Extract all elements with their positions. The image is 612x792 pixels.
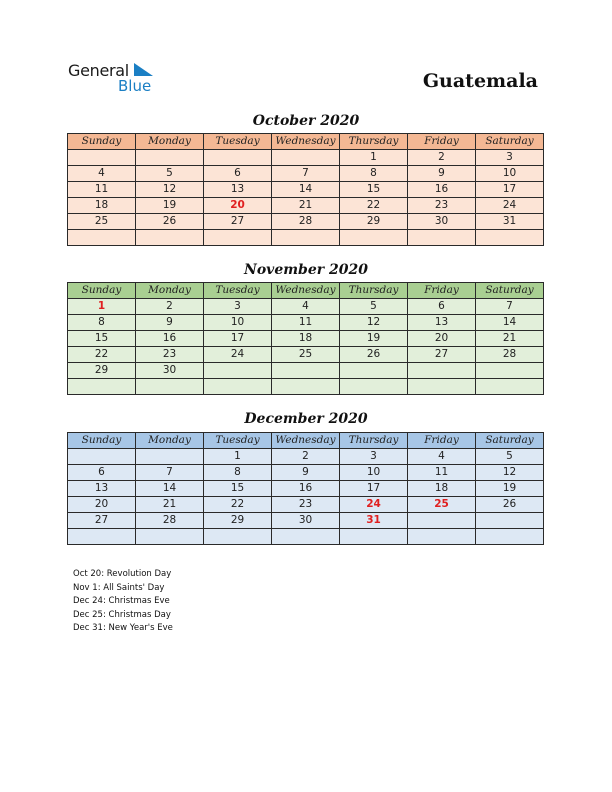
day-cell: 3: [204, 299, 272, 315]
country-title: Guatemala: [422, 70, 538, 92]
day-cell: 31: [340, 513, 408, 529]
week-row: [68, 150, 544, 166]
week-row: [68, 214, 544, 230]
week-row: [68, 198, 544, 214]
weekday-header: Tuesday: [204, 283, 272, 299]
day-cell: 15: [68, 331, 136, 347]
calendar-december: [67, 432, 544, 545]
day-cell: 28: [476, 347, 544, 363]
day-cell: [136, 529, 204, 545]
day-cell: 23: [136, 347, 204, 363]
day-cell: 24: [340, 497, 408, 513]
day-cell: 9: [136, 315, 204, 331]
logo-triangle-icon: [134, 63, 154, 77]
weekday-header: Saturday: [476, 283, 544, 299]
day-cell: 2: [408, 150, 476, 166]
weekday-header: Wednesday: [272, 433, 340, 449]
day-cell: 19: [136, 198, 204, 214]
day-cell: [204, 363, 272, 379]
weekday-header: Saturday: [476, 134, 544, 150]
holiday-note: Dec 25: Christmas Day: [73, 609, 171, 620]
day-cell: 6: [204, 166, 272, 182]
weekday-header-row: [68, 134, 544, 150]
day-cell: 18: [408, 481, 476, 497]
day-cell: 18: [272, 331, 340, 347]
day-cell: 7: [272, 166, 340, 182]
day-cell: [476, 230, 544, 246]
day-cell: [204, 379, 272, 395]
day-cell: 4: [68, 166, 136, 182]
holiday-note: Oct 20: Revolution Day: [73, 569, 172, 579]
day-cell: 12: [136, 182, 204, 198]
day-cell: 12: [476, 465, 544, 481]
day-cell: 1: [204, 449, 272, 465]
day-cell: 29: [68, 363, 136, 379]
holiday-note: Nov 1: All Saints' Day: [73, 582, 165, 593]
day-cell: [272, 230, 340, 246]
week-row: [68, 347, 544, 363]
day-cell: 28: [136, 513, 204, 529]
holiday-note: Dec 31: New Year's Eve: [73, 623, 173, 634]
week-row: [68, 513, 544, 529]
day-cell: [68, 150, 136, 166]
day-cell: [408, 529, 476, 545]
weekday-header: Sunday: [68, 433, 136, 449]
day-cell: [136, 449, 204, 465]
day-cell: 22: [68, 347, 136, 363]
weekday-header: Wednesday: [272, 134, 340, 150]
day-cell: 2: [136, 299, 204, 315]
day-cell: 8: [68, 315, 136, 331]
day-cell: 1: [340, 150, 408, 166]
day-cell: 17: [476, 182, 544, 198]
weekday-header: Monday: [136, 433, 204, 449]
day-cell: 3: [476, 150, 544, 166]
day-cell: 26: [476, 497, 544, 513]
day-cell: 12: [340, 315, 408, 331]
day-cell: 8: [204, 465, 272, 481]
day-cell: 19: [476, 481, 544, 497]
day-cell: [272, 529, 340, 545]
day-cell: [408, 513, 476, 529]
weekday-header: Monday: [136, 134, 204, 150]
weekday-header: Sunday: [68, 134, 136, 150]
week-row: [68, 379, 544, 395]
day-cell: 27: [204, 214, 272, 230]
weekday-header: Thursday: [340, 433, 408, 449]
weekday-header: Wednesday: [272, 283, 340, 299]
day-cell: [68, 449, 136, 465]
day-cell: [476, 379, 544, 395]
day-cell: 27: [68, 513, 136, 529]
day-cell: [340, 363, 408, 379]
day-cell: [272, 379, 340, 395]
day-cell: [204, 150, 272, 166]
calendar-october: [67, 133, 544, 246]
day-cell: 10: [476, 166, 544, 182]
day-cell: 14: [272, 182, 340, 198]
week-row: [68, 481, 544, 497]
day-cell: 26: [136, 214, 204, 230]
day-cell: 7: [136, 465, 204, 481]
day-cell: [476, 363, 544, 379]
day-cell: [136, 379, 204, 395]
month-title-october: October 2020: [252, 113, 360, 129]
day-cell: 17: [340, 481, 408, 497]
day-cell: [136, 150, 204, 166]
day-cell: 30: [408, 214, 476, 230]
day-cell: 27: [408, 347, 476, 363]
day-cell: 6: [68, 465, 136, 481]
week-row: [68, 529, 544, 545]
day-cell: 16: [272, 481, 340, 497]
day-cell: 15: [204, 481, 272, 497]
week-row: [68, 449, 544, 465]
day-cell: 25: [272, 347, 340, 363]
day-cell: [68, 379, 136, 395]
day-cell: 21: [272, 198, 340, 214]
day-cell: [340, 230, 408, 246]
day-cell: [204, 529, 272, 545]
day-cell: 17: [204, 331, 272, 347]
day-cell: 23: [272, 497, 340, 513]
holiday-notes: [73, 568, 173, 636]
day-cell: 28: [272, 214, 340, 230]
week-row: [68, 363, 544, 379]
day-cell: 22: [340, 198, 408, 214]
week-row: [68, 299, 544, 315]
day-cell: 3: [340, 449, 408, 465]
weekday-header: Monday: [136, 283, 204, 299]
month-title-december: December 2020: [244, 411, 368, 427]
day-cell: [204, 230, 272, 246]
logo-text-blue: Blue: [118, 77, 152, 95]
logo-text-general: General: [68, 61, 129, 80]
day-cell: [340, 379, 408, 395]
weekday-header-row: [68, 433, 544, 449]
day-cell: 4: [408, 449, 476, 465]
day-cell: 5: [136, 166, 204, 182]
day-cell: 4: [272, 299, 340, 315]
day-cell: 8: [340, 166, 408, 182]
day-cell: 10: [340, 465, 408, 481]
day-cell: 22: [204, 497, 272, 513]
month-title-november: November 2020: [244, 262, 368, 278]
day-cell: 20: [68, 497, 136, 513]
day-cell: 18: [68, 198, 136, 214]
day-cell: 5: [476, 449, 544, 465]
day-cell: 2: [272, 449, 340, 465]
day-cell: [476, 529, 544, 545]
weekday-header: Tuesday: [204, 433, 272, 449]
day-cell: 5: [340, 299, 408, 315]
weekday-header: Thursday: [340, 134, 408, 150]
day-cell: 21: [476, 331, 544, 347]
week-row: [68, 166, 544, 182]
day-cell: 30: [136, 363, 204, 379]
day-cell: 19: [340, 331, 408, 347]
day-cell: 9: [408, 166, 476, 182]
day-cell: 23: [408, 198, 476, 214]
day-cell: 13: [408, 315, 476, 331]
day-cell: 1: [68, 299, 136, 315]
day-cell: [340, 529, 408, 545]
day-cell: [408, 230, 476, 246]
day-cell: [272, 150, 340, 166]
day-cell: 11: [68, 182, 136, 198]
weekday-header: Sunday: [68, 283, 136, 299]
day-cell: 31: [476, 214, 544, 230]
day-cell: 21: [136, 497, 204, 513]
day-cell: 14: [136, 481, 204, 497]
day-cell: 15: [340, 182, 408, 198]
day-cell: 20: [408, 331, 476, 347]
day-cell: 24: [476, 198, 544, 214]
day-cell: 25: [68, 214, 136, 230]
holiday-note: Dec 24: Christmas Eve: [73, 596, 170, 607]
week-row: [68, 465, 544, 481]
day-cell: 26: [340, 347, 408, 363]
day-cell: 11: [272, 315, 340, 331]
day-cell: 10: [204, 315, 272, 331]
weekday-header: Thursday: [340, 283, 408, 299]
day-cell: [272, 363, 340, 379]
day-cell: [408, 363, 476, 379]
day-cell: 25: [408, 497, 476, 513]
day-cell: 24: [204, 347, 272, 363]
day-cell: 13: [68, 481, 136, 497]
weekday-header: Friday: [408, 134, 476, 150]
day-cell: 29: [204, 513, 272, 529]
weekday-header: Saturday: [476, 433, 544, 449]
week-row: [68, 182, 544, 198]
day-cell: [408, 379, 476, 395]
day-cell: 16: [408, 182, 476, 198]
week-row: [68, 230, 544, 246]
day-cell: [136, 230, 204, 246]
day-cell: [68, 230, 136, 246]
day-cell: 7: [476, 299, 544, 315]
weekday-header: Friday: [408, 283, 476, 299]
day-cell: [476, 513, 544, 529]
day-cell: 6: [408, 299, 476, 315]
day-cell: 9: [272, 465, 340, 481]
day-cell: 11: [408, 465, 476, 481]
day-cell: 29: [340, 214, 408, 230]
calendar-november: [67, 282, 544, 395]
day-cell: 20: [204, 198, 272, 214]
weekday-header-row: [68, 283, 544, 299]
day-cell: 30: [272, 513, 340, 529]
day-cell: 16: [136, 331, 204, 347]
weekday-header: Friday: [408, 433, 476, 449]
day-cell: 14: [476, 315, 544, 331]
day-cell: [68, 529, 136, 545]
day-cell: 13: [204, 182, 272, 198]
generalblue-logo: [68, 61, 168, 101]
week-row: [68, 315, 544, 331]
week-row: [68, 497, 544, 513]
week-row: [68, 331, 544, 347]
weekday-header: Tuesday: [204, 134, 272, 150]
